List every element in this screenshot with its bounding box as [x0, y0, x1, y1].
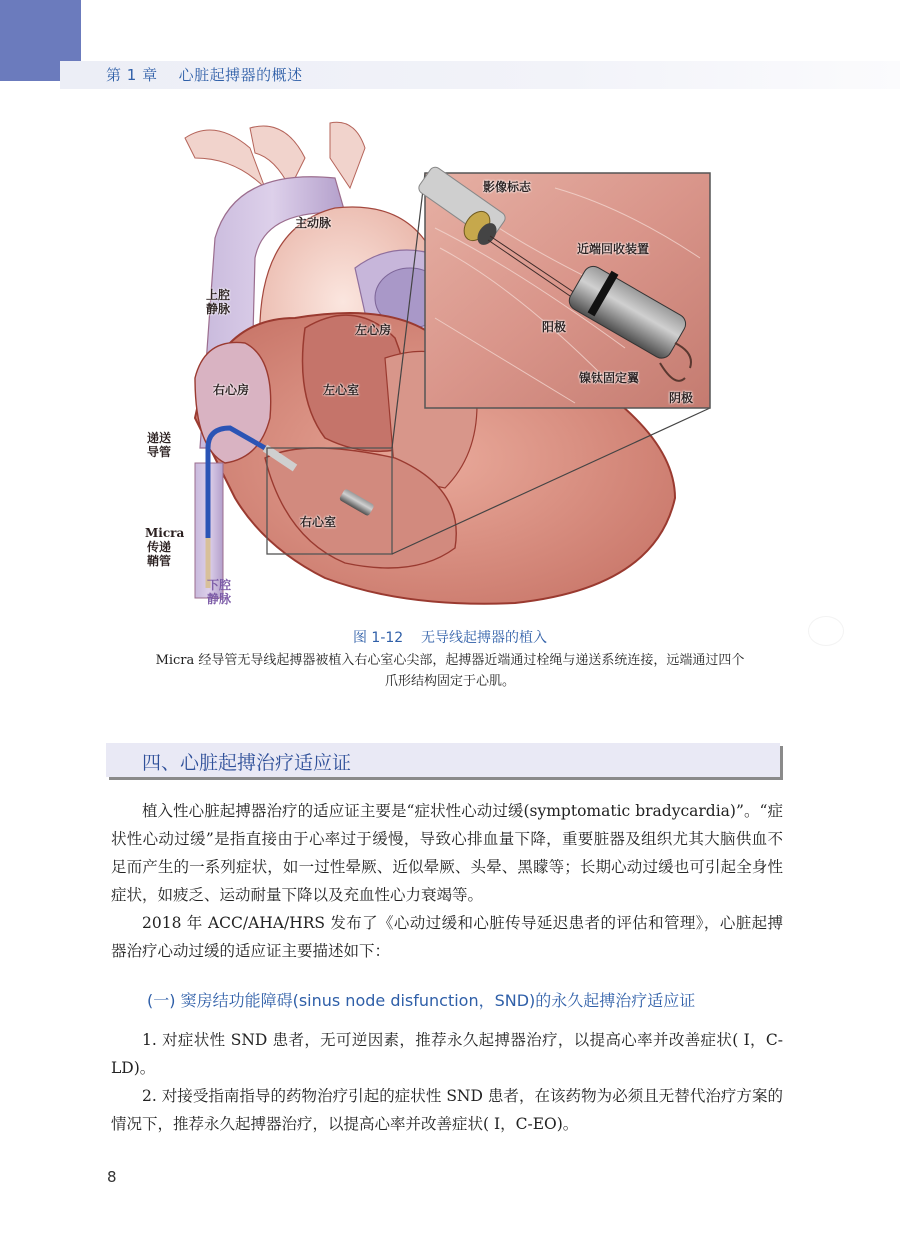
- subsection-heading-snd: (一) 窦房结功能障碍(sinus node disfunction，SND)的永久起搏治疗适应证: [147, 991, 696, 1010]
- body-paragraphs-1: [111, 797, 783, 965]
- paragraph-indications-intro: 植入性心脏起搏器治疗的适应证主要是“症状性心动过缓(symptomatic bradycardia)”。“症状性心动过缓”是指直接由于心率过于缓慢，导致心排血量下降，重要脏器及组织尤其大脑供血不足而产生的一系列症状，如一过性晕厥、近似晕厥、头晕、黑矇等；长期心动过缓也可引起全身性症状，如疲乏、运动耐量下降以及充血性心力衰竭等。: [111, 802, 783, 904]
- section-heading-box: [106, 743, 780, 777]
- label-micra-sheath-line3: 鞘管: [147, 554, 172, 568]
- list-item-2: 2. 对接受指南指导的药物治疗引起的症状性 SND 患者，在该药物为必须且无替代治疗方案的情况下，推荐永久起搏器治疗，以提高心率并改善症状( Ⅰ，C-EO)。: [111, 1087, 783, 1133]
- body-paragraphs-2: [111, 1026, 783, 1138]
- label-left-atrium: 左心房: [355, 323, 392, 337]
- label-svc-line1: 上腔: [206, 288, 231, 302]
- label-cathode: 阴极: [669, 391, 694, 405]
- label-right-atrium: 右心房: [213, 383, 250, 397]
- chapter-title: 第 1 章 心脏起搏器的概述: [106, 66, 303, 84]
- label-micra-sheath-line2: 传递: [147, 540, 172, 554]
- label-ivc-line2: 静脉: [207, 592, 232, 606]
- label-delivery-catheter-line1: 递送: [147, 431, 172, 445]
- label-proximal-retrieval: 近端回收装置: [577, 242, 650, 256]
- label-delivery-catheter-line2: 导管: [147, 445, 172, 459]
- label-ivc-line1: 下腔: [207, 578, 232, 592]
- label-nitinol-tines: 镍钛固定翼: [579, 371, 640, 385]
- list-item-1: 1. 对症状性 SND 患者，无可逆因素，推荐永久起搏器治疗，以提高心率并改善症状( Ⅰ，C-LD)。: [111, 1031, 783, 1077]
- label-svc-line2: 静脉: [206, 302, 231, 316]
- label-micra-sheath-line1: Micra: [145, 526, 185, 540]
- heart-pacemaker-illustration: [145, 118, 730, 613]
- figure-caption-text: Micra 经导管无导线起搏器被植入右心室心尖部，起搏器近端通过栓绳与递送系统连接，远端通过四个爪形结构固定于心肌。: [155, 653, 745, 689]
- label-anode: 阳极: [542, 320, 567, 334]
- label-aorta: 主动脉: [295, 216, 332, 230]
- figure-caption-title: 图 1-12 无导线起搏器的植入: [352, 630, 548, 646]
- section-heading: 四、心脏起搏治疗适应证: [142, 752, 352, 774]
- page-number: 8: [107, 1168, 117, 1186]
- paragraph-guideline-2018: 2018 年 ACC/AHA/HRS 发布了《心动过缓和心脏传导延迟患者的评估和管理》，心脏起搏器治疗心动过缓的适应证主要描述如下：: [111, 914, 783, 960]
- heart-illustration-graphic: [155, 118, 730, 613]
- label-right-ventricle: 右心室: [300, 515, 337, 529]
- label-imaging-marker: 影像标志: [483, 180, 532, 194]
- label-left-ventricle: 左心室: [323, 383, 360, 397]
